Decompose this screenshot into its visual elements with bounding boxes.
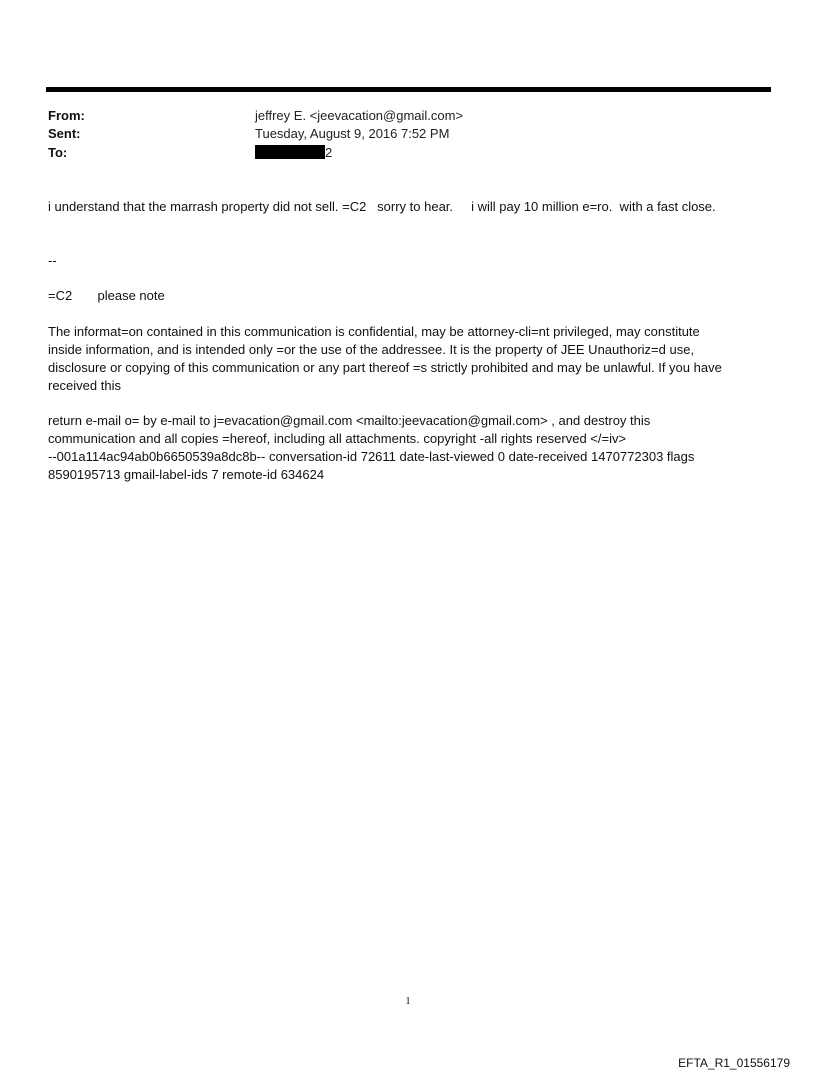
header-divider-rule <box>46 87 771 92</box>
bates-number: EFTA_R1_01556179 <box>678 1056 790 1070</box>
disclaimer-line: The informat=on contained in this communication is confidential, may be attorney-cli=nt privileged, may constitute <box>48 324 700 339</box>
to-value-suffix: 2 <box>325 145 333 160</box>
to-label: To: <box>48 145 68 160</box>
disclaimer-paragraph <box>48 323 768 395</box>
redaction-box <box>255 145 325 159</box>
disclaimer-line: inside information, and is intended only =or the use of the addressee. It is the property of JEE Unauthoriz=d use, <box>48 342 695 357</box>
page-number: 1 <box>405 995 411 1007</box>
sent-value: Tuesday, August 9, 2016 7:52 PM <box>255 126 450 141</box>
return-line: 8590195713 gmail-label-ids 7 remote-id 634624 <box>48 467 325 482</box>
from-label: From: <box>48 108 85 123</box>
return-line: --001a114ac94ab0b6650539a8dc8b-- conversation-id 72611 date-last-viewed 0 date-received 1470772303 flags <box>48 449 695 464</box>
disclaimer-line: disclosure or copying of this communication or any part thereof =s strictly prohibited and may be unlawful. If you have <box>48 360 722 375</box>
disclaimer-line: received this <box>48 378 121 393</box>
to-value <box>255 144 332 162</box>
return-line: communication and all copies =hereof, including all attachments. copyright -all rights reserved </=iv> <box>48 431 627 446</box>
from-value: jeffrey E. <jeevacation@gmail.com> <box>255 108 464 123</box>
sent-label: Sent: <box>48 126 81 141</box>
return-paragraph <box>48 412 768 484</box>
signature-separator: -- <box>48 253 57 268</box>
return-line: return e-mail o= by e-mail to j=evacation@gmail.com <mailto:jeevacation@gmail.com> , and destroy this <box>48 413 651 428</box>
signoff-text: =C2 please note <box>48 288 165 303</box>
message-text: i understand that the marrash property did not sell. =C2 sorry to hear. i will pay 10 million e=ro. with a fast close. <box>48 199 716 214</box>
